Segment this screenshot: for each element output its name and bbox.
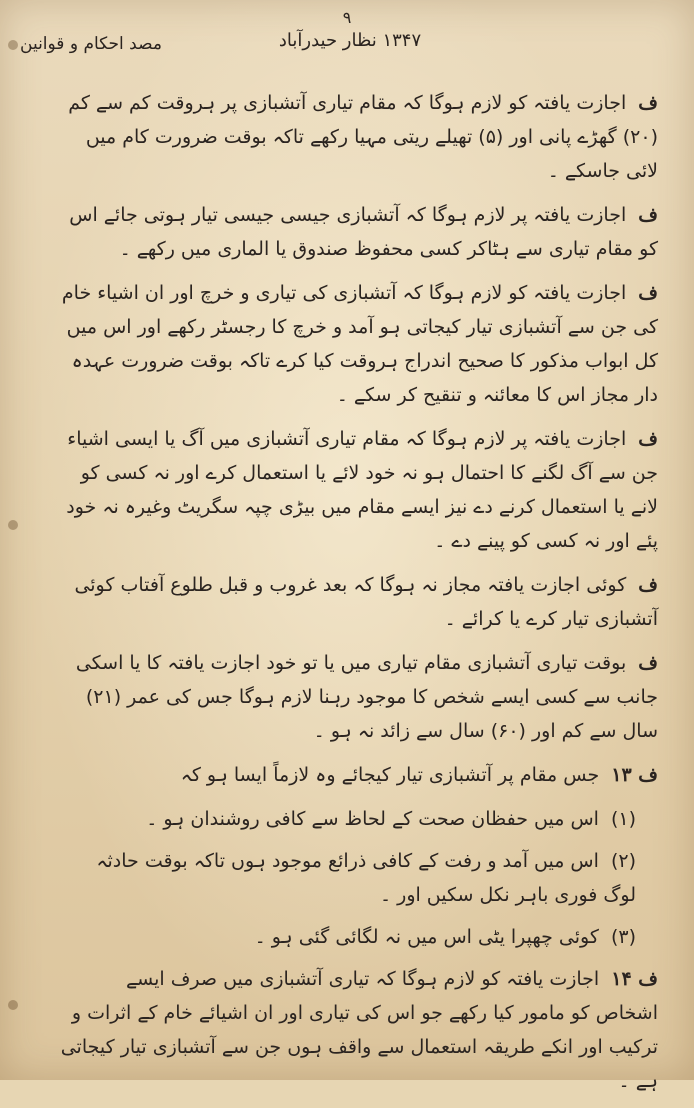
- clause-text: جس مقام پر آتشبازی تیار کیجائے وہ لازماً ایسا ہو کہ: [180, 764, 600, 786]
- clause-text: اجازت یافتہ پر لازم ہوگا کہ مقام تیاری آتشبازی میں آگ یا ایسی اشیاء جن سے آگ لگنے کا احتمال ہو نہ خود لائے یا استعمال کرے اور نہ کسی کو لانے یا استعمال کرنے دے نیز ایسے مقام میں بیڑی چپہ سگریٹ وغیرہ نہ خود پئے اور نہ کسی کو پینے دے ۔: [66, 428, 658, 552]
- sub-clause-item: [58, 802, 636, 836]
- running-header-section: مصد احکام و قوانین: [20, 34, 162, 54]
- sub-clause-item: [58, 844, 636, 912]
- clause-item: [58, 198, 658, 266]
- clause-item: [58, 276, 658, 412]
- sub-clause-number: (۳): [610, 926, 636, 948]
- clause-text: بوقت تیاری آتشبازی مقام تیاری میں یا تو خود اجازت یافتہ کا یا اسکی جانب سے کسی ایسے شخص کا موجود رہنا لازم ہوگا جس کی عمر (۲۱) سال سے کم اور (۶۰) سال سے زائد نہ ہو ۔: [75, 652, 658, 742]
- running-header-title: ۱۳۴۷ نظار حیدرآباد: [278, 30, 422, 51]
- sub-clause-item: [58, 920, 636, 954]
- clause-item: [58, 962, 658, 1098]
- clause-text: کوئی اجازت یافتہ مجاز نہ ہوگا کہ بعد غروب و قبل طلوع آفتاب کوئی آتشبازی تیار کرے یا کرائے ۔: [74, 574, 658, 630]
- binding-hole: [8, 1000, 18, 1010]
- clause-item: [58, 646, 658, 748]
- clause-item: [58, 568, 658, 636]
- sub-clause-number: (۱): [610, 808, 636, 830]
- page-number: ۹: [342, 8, 352, 27]
- clause-text: اجازت یافتہ کو لازم ہوگا کہ مقام تیاری آتشبازی پر ہروقت کم سے کم (۲۰) گھڑے پانی اور (۵) تھیلے ریتی مہیا رکھے تاکہ بوقت ضرورت کام میں لائی جاسکے ۔: [68, 92, 658, 182]
- binding-hole: [8, 40, 18, 50]
- clause-number: ف: [638, 574, 658, 596]
- clause-text: اجازت یافتہ کو لازم ہوگا کہ تیاری آتشبازی میں صرف ایسے اشخاص کو مامور کیا رکھے جو اس کی تیاری اور ان اشیائے خام کے اثرات و ترکیب اور انکے طریقہ استعمال سے واقف ہوں جن سے آتشبازی تیار کیجاتی ہے ۔: [60, 968, 658, 1092]
- sub-clause-text: اس میں حفظان صحت کے لحاظ سے کافی روشندان ہو ۔: [146, 808, 599, 830]
- clause-number: ف: [638, 428, 658, 450]
- clause-number: ف: [638, 92, 658, 114]
- sub-clause-text: اس میں آمد و رفت کے کافی ذرائع موجود ہوں تاکہ بوقت حادثہ لوگ فوری باہر نکل سکیں اور ۔: [96, 850, 636, 906]
- clause-item: [58, 422, 658, 558]
- clause-text: اجازت یافتہ کو لازم ہوگا کہ آتشبازی کی تیاری و خرچ اور ان اشیاء خام کی جن سے آتشبازی تیار کیجاتی ہو آمد و خرچ کا رجسٹر رکھے اور اس میں کل ابواب مذکور کا صحیح اندراج ہروقت کیا کرے تاکہ بوقت ضرورت عہدہ دار مجاز اس کا معائنہ و تنقیح کر سکے ۔: [61, 282, 658, 406]
- clause-text: اجازت یافتہ پر لازم ہوگا کہ آتشبازی جیسی جیسی تیار ہوتی جائے اس کو مقام تیاری سے ہٹاکر کسی محفوظ صندوق یا الماری میں رکھے ۔: [69, 204, 658, 260]
- clause-item: [58, 86, 658, 188]
- sub-clause-text: کوئی چھپرا یٹی اس میں نہ لگائی گئی ہو ۔: [254, 926, 599, 948]
- clause-number: ف: [638, 652, 658, 674]
- binding-hole: [8, 520, 18, 530]
- clause-item: [58, 758, 658, 792]
- body-text: [58, 86, 658, 1108]
- sub-clause-number: (۲): [610, 850, 636, 872]
- clause-number: ف ۱۳: [611, 764, 658, 786]
- clause-number: ف: [638, 282, 658, 304]
- clause-number: ف ۱۴: [611, 968, 658, 990]
- clause-number: ف: [638, 204, 658, 226]
